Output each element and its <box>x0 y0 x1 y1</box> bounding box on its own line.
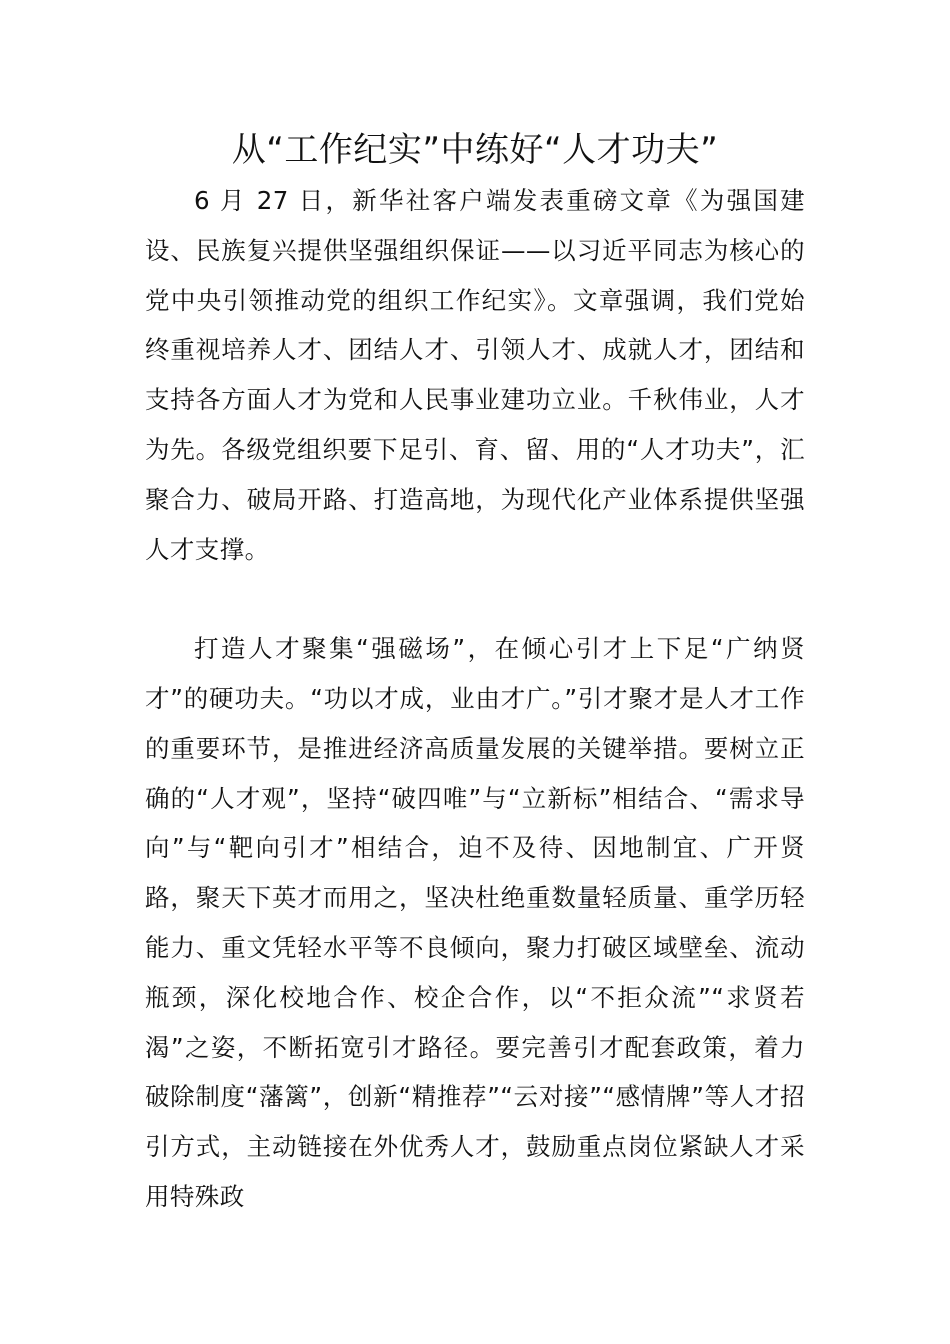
paragraph-talent-attraction: 打造人才聚集“强磁场”，在倾心引才上下足“广纳贤才”的硬功夫。“功以才成，业由才广。”引才聚才是人才工作的重要环节，是推进经济高质量发展的关键举措。要树立正确的“人才观”，坚持“破四唯”与“立新标”相结合、“需求导向”与“靶向引才”相结合，迫不及待、因地制宜、广开贤路，聚天下英才而用之，坚决杜绝重数量轻质量、重学历轻能力、重文凭轻水平等不良倾向，聚力打破区域壁垒、流动瓶颈，深化校地合作、校企合作，以“不拒众流”“求贤若渴”之姿，不断拓宽引才路径。要完善引才配套政策，着力破除制度“藩篱”，创新“精推荐”“云对接”“感情牌”等人才招引方式，主动链接在外优秀人才，鼓励重点岗位紧缺人才采用特殊政 <box>145 634 805 1211</box>
paragraph-spacer <box>145 574 805 624</box>
paragraph-intro: 6 月 27 日，新华社客户端发表重磅文章《为强国建设、民族复兴提供坚强组织保证——以习近平同志为核心的党中央引领推动党的组织工作纪实》。文章强调，我们党始终重视培养人才、团结人才、引领人才、成就人才，团结和支持各方面人才为党和人民事业建功立业。千秋伟业，人才为先。各级党组织要下足引、育、留、用的“人才功夫”，汇聚合力、破局开路、打造高地，为现代化产业体系提供坚强人才支撑。 <box>145 186 805 564</box>
document-body <box>145 176 805 1222</box>
document-title: 从“工作纪实”中练好“人才功夫” <box>231 130 719 170</box>
